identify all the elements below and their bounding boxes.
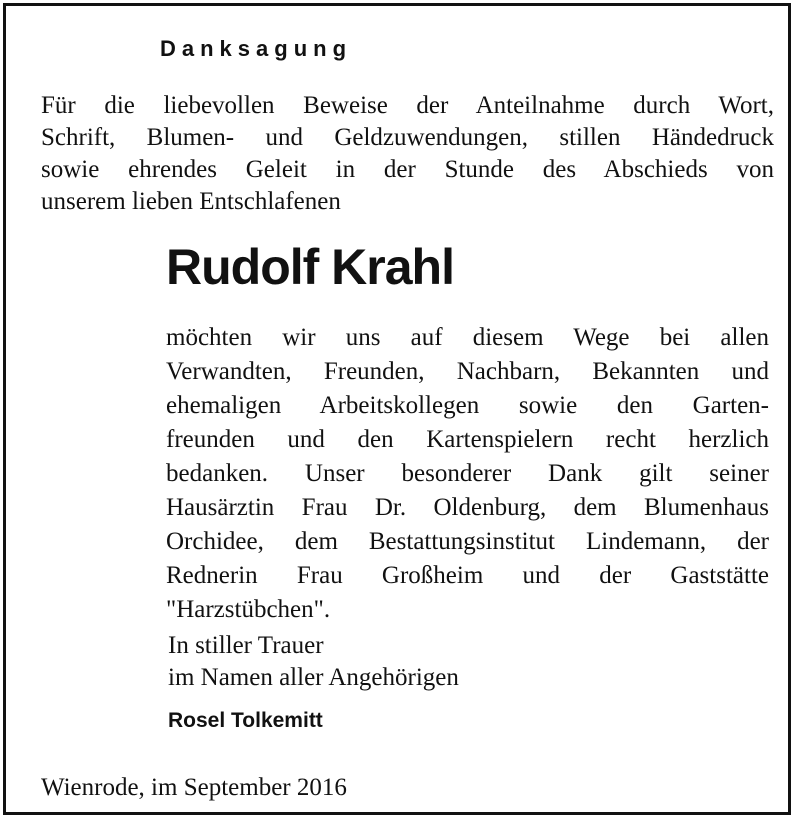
closing-line: In stiller Trauer: [168, 632, 324, 659]
intro-paragraph: [41, 90, 774, 218]
body-line: Rednerin Frau Großheim und der Gaststätte: [166, 562, 769, 589]
body-line: möchten wir uns auf diesem Wege bei allen: [166, 324, 769, 351]
deceased-name: Rudolf Krahl: [166, 239, 454, 295]
notice-frame: [3, 3, 791, 815]
intro-line: Schrift, Blumen- und Geldzuwendungen, stillen Händedruck: [41, 124, 774, 151]
closing-block: [168, 630, 459, 694]
place-date: Wienrode, im September 2016: [41, 774, 347, 801]
body-line: Orchidee, dem Bestattungsinstitut Lindemann, der: [166, 528, 769, 555]
body-line: Verwandten, Freunden, Nachbarn, Bekannten und: [166, 358, 769, 385]
body-line: bedanken. Unser besonderer Dank gilt seiner: [166, 460, 769, 487]
signer-name: Rosel Tolkemitt: [168, 709, 323, 732]
body-line: "Harzstübchen".: [166, 596, 331, 623]
body-line: freunden und den Kartenspielern recht herzlich: [166, 426, 769, 453]
closing-line: im Namen aller Angehörigen: [168, 664, 459, 691]
intro-line: sowie ehrendes Geleit in der Stunde des Abschieds von: [41, 156, 774, 183]
body-paragraph: [166, 321, 769, 627]
intro-line: Für die liebevollen Beweise der Anteilnahme durch Wort,: [41, 92, 774, 119]
body-line: Hausärztin Frau Dr. Oldenburg, dem Blumenhaus: [166, 494, 769, 521]
notice-heading: Danksagung: [160, 36, 353, 61]
intro-line: unserem lieben Entschlafenen: [41, 188, 341, 215]
body-line: ehemaligen Arbeitskollegen sowie den Garten-: [166, 392, 769, 419]
